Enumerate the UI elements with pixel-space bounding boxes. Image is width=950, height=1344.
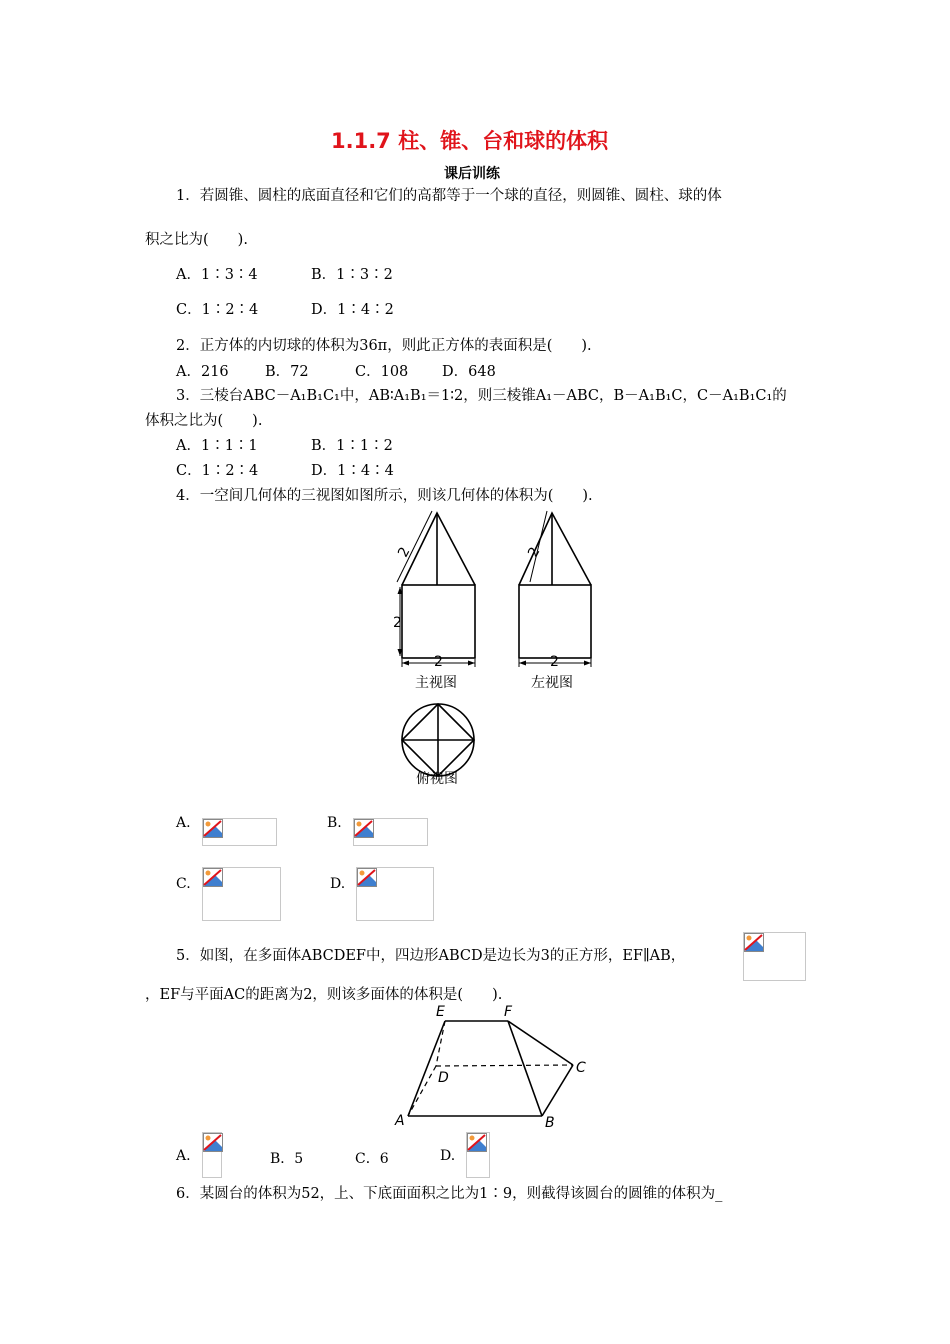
broken-image-icon xyxy=(357,868,377,887)
broken-image-icon xyxy=(203,868,223,887)
vertex-b-label: B xyxy=(545,1115,555,1131)
q5-option-a-image xyxy=(202,1132,222,1178)
q1-option-a: A．1∶3∶4 xyxy=(176,267,258,283)
q5-option-d-image xyxy=(466,1132,490,1178)
question-3-text-cont: 体积之比为( ). xyxy=(145,413,263,429)
front-slant-dim: 2 xyxy=(395,544,414,561)
question-4-text: 4．一空间几何体的三视图如图所示，则该几何体的体积为( ). xyxy=(176,488,593,504)
q4-option-b-label: B. xyxy=(327,815,342,831)
q1-option-c: C．1∶2∶4 xyxy=(176,302,259,318)
front-height-dim: 2 xyxy=(393,615,402,631)
question-1-text-cont: 积之比为( ). xyxy=(145,232,248,248)
front-view-label: 主视图 xyxy=(415,675,457,691)
page-title: 1.1.7 柱、锥、台和球的体积 xyxy=(331,129,609,153)
q3-option-d: D．1∶4∶4 xyxy=(311,463,394,479)
side-view-square xyxy=(519,585,591,658)
q4-option-c-image xyxy=(202,867,281,921)
q5-option-a-label: A. xyxy=(176,1148,191,1164)
q5-option-d-label: D. xyxy=(440,1148,456,1164)
top-view-label: 俯视图 xyxy=(416,771,458,787)
broken-image-icon xyxy=(744,933,764,952)
front-view-square xyxy=(402,585,475,658)
section-subtitle: 课后训练 xyxy=(444,166,500,182)
side-view-label: 左视图 xyxy=(531,675,573,691)
q4-option-d-label: D. xyxy=(330,876,346,892)
vertex-c-label: C xyxy=(576,1060,586,1076)
q2-option-c: C．108 xyxy=(355,364,409,380)
q4-option-a-label: A. xyxy=(176,815,191,831)
broken-image-icon xyxy=(203,1133,223,1152)
q4-option-b-image xyxy=(353,818,428,846)
q2-option-d: D．648 xyxy=(442,364,496,380)
q4-option-a-image xyxy=(202,818,277,846)
question-2-text: 2．正方体的内切球的体积为36π，则此正方体的表面积是( ). xyxy=(176,338,592,354)
question-1-text: 1．若圆锥、圆柱的底面直径和它们的高都等于一个球的直径，则圆锥、圆柱、球的体 xyxy=(176,188,722,204)
question-6-text: 6．某圆台的体积为52，上、下底面面积之比为1∶9，则截得该圆台的圆锥的体积为_ xyxy=(176,1186,723,1202)
q4-option-d-image xyxy=(356,867,434,921)
polyhedron-figure xyxy=(390,1000,600,1135)
q5-option-b: B．5 xyxy=(270,1151,304,1167)
vertex-a-label: A xyxy=(395,1113,405,1129)
q4-option-c-label: C. xyxy=(176,876,191,892)
vertex-d-label: D xyxy=(438,1070,449,1086)
q5-inline-image xyxy=(743,932,806,981)
question-5-text-cont: ，EF与平面AC的距离为2，则该多面体的体积是( ). xyxy=(145,987,503,1003)
q3-option-c: C．1∶2∶4 xyxy=(176,463,259,479)
question-3-text: 3．三棱台ABC－A₁B₁C₁中，AB∶A₁B₁＝1∶2，则三棱锥A₁－ABC，B－A₁B₁C，C－A₁B₁C₁的 xyxy=(176,388,787,404)
q3-option-b: B．1∶1∶2 xyxy=(311,438,393,454)
q1-option-b: B．1∶3∶2 xyxy=(311,267,393,283)
side-width-dim: 2 xyxy=(550,654,559,670)
vertex-f-label: F xyxy=(504,1004,513,1020)
broken-image-icon xyxy=(467,1133,487,1152)
side-slant-dim: 2 xyxy=(525,544,544,561)
q2-option-b: B．72 xyxy=(265,364,309,380)
q2-option-a: A．216 xyxy=(176,364,229,380)
q1-option-d: D．1∶4∶2 xyxy=(311,302,394,318)
three-view-figure xyxy=(380,505,600,790)
vertex-e-label: E xyxy=(436,1004,445,1020)
question-5-text: 5．如图，在多面体ABCDEF中，四边形ABCD是边长为3的正方形，EF∥AB， xyxy=(176,948,686,964)
q3-option-a: A．1∶1∶1 xyxy=(176,438,258,454)
broken-image-icon xyxy=(354,819,374,838)
broken-image-icon xyxy=(203,819,223,838)
front-width-dim: 2 xyxy=(434,654,443,670)
q5-option-c: C．6 xyxy=(355,1151,389,1167)
